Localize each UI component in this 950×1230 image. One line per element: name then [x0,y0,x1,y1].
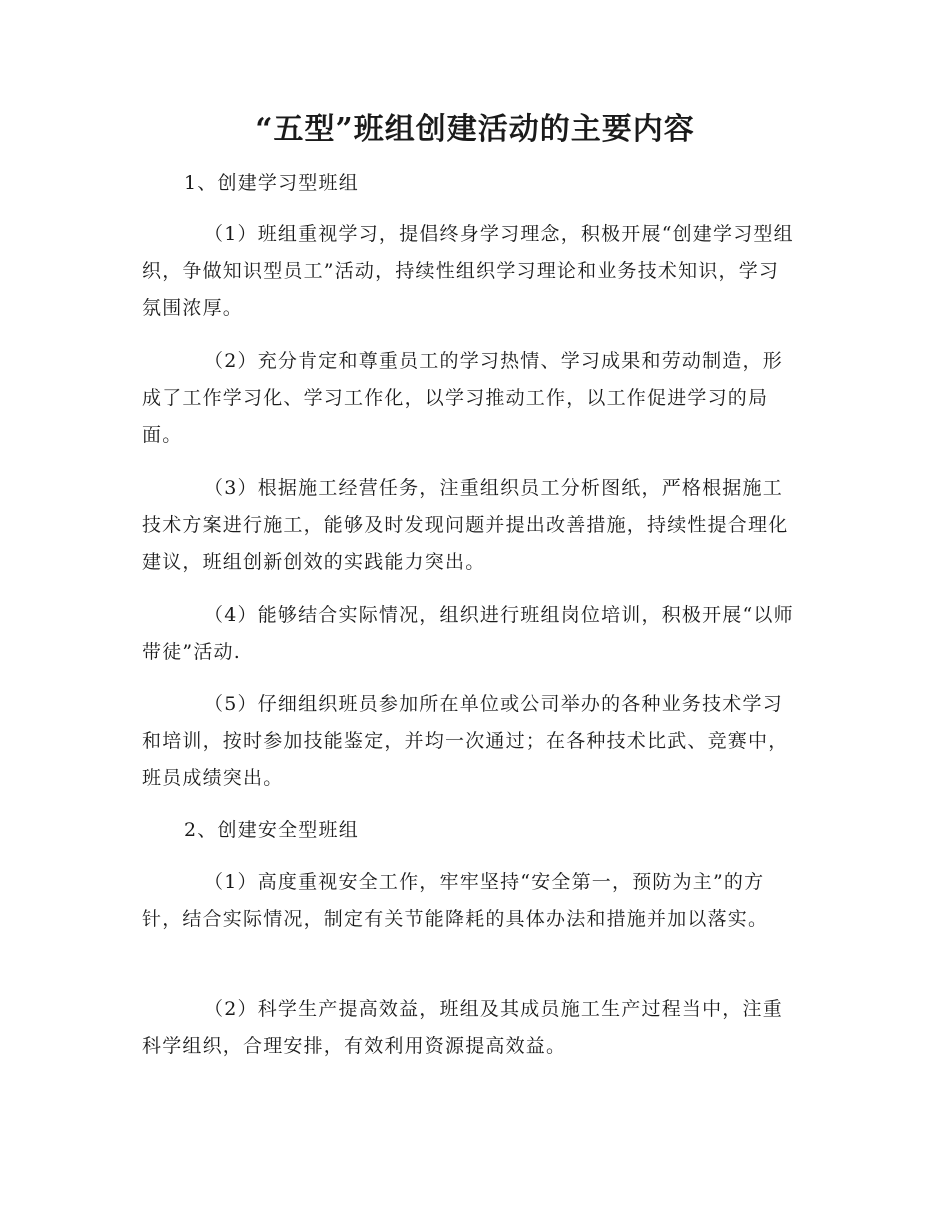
paragraph-learning-4: （4）能够结合实际情况，组织进行班组岗位培训，积极开展“以师带徒”活动. [142,604,794,663]
paragraph-learning-2: （2）充分肯定和尊重员工的学习热情、学习成果和劳动制造，形成了工作学习化、学习工作化，以学习推动工作，以工作促进学习的局面。 [142,350,783,446]
document-title: “五型”班组创建活动的主要内容 [255,112,695,147]
section-heading-learning: 1、创建学习型班组 [184,172,359,194]
section-heading-safety: 2、创建安全型班组 [184,819,359,841]
paragraph-learning-5: （5）仔细组织班员参加所在单位或公司举办的各种业务技术学习和培训，按时参加技能鉴定，并均一次通过；在各种技术比武、竞赛中，班员成绩突出。 [142,693,789,789]
paragraph-learning-1: （1）班组重视学习，提倡终身学习理念，积极开展“创建学习型组织，争做知识型员工”活动，持续性组织学习理论和业务技术知识，学习氛围浓厚。 [142,223,794,319]
paragraph-learning-3: （3）根据施工经营任务，注重组织员工分析图纸，严格根据施工技术方案进行施工，能够及时发现问题并提出改善措施，持续性提合理化建议，班组创新创效的实践能力突出。 [142,477,789,573]
paragraph-safety-1: （1）高度重视安全工作，牢牢坚持“安全第一，预防为主”的方针，结合实际情况，制定有关节能降耗的具体办法和措施并加以落实。 [142,871,769,930]
paragraph-safety-2: （2）科学生产提高效益，班组及其成员施工生产过程当中，注重科学组织，合理安排，有效利用资源提高效益。 [142,998,783,1057]
